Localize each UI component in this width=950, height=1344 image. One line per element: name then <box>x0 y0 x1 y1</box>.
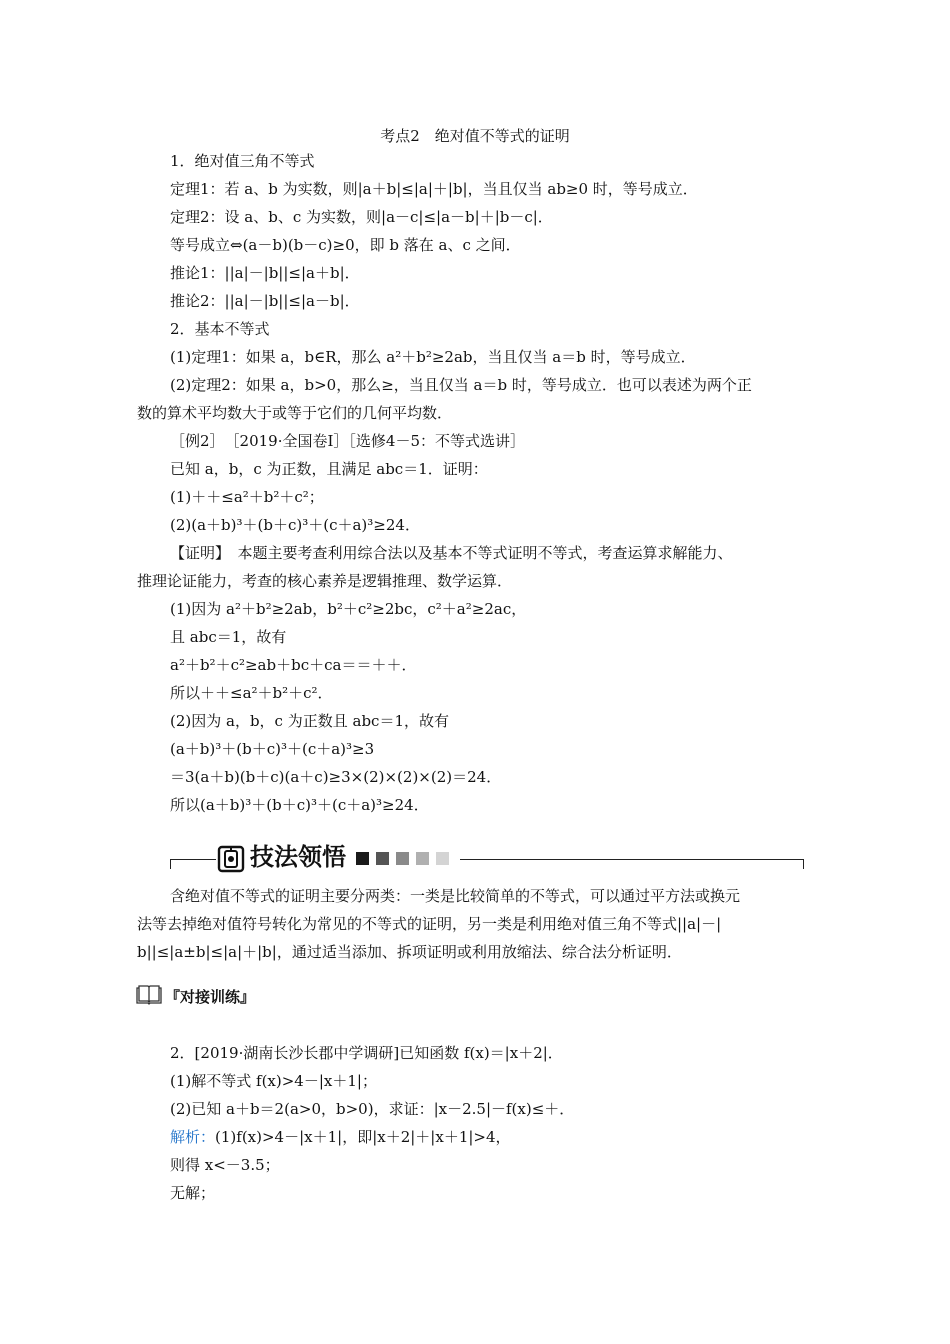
decor-square <box>396 852 409 865</box>
text-line: (1)定理1：如果 a，b∈R，那么 a²＋b²≥2ab，当且仅当 a＝b 时，等号成立． <box>170 348 696 366</box>
dice-icon <box>216 844 246 874</box>
skills-banner <box>170 838 805 878</box>
text-line: 所以＋＋≤a²＋b²＋c²． <box>170 684 333 702</box>
text-line: 2．基本不等式 <box>170 320 270 338</box>
text-line: 定理2：设 a、b、c 为实数，则|a－c|≤|a－b|＋|b－c|． <box>170 208 553 226</box>
answer-line: 则得 x<－3.5； <box>170 1156 280 1174</box>
text-line: (1)因为 a²＋b²≥2ab，b²＋c²≥2bc，c²＋a²≥2ac， <box>170 600 527 618</box>
answer-line <box>170 1127 511 1147</box>
training-heading: 『对接训练』 <box>165 988 256 1006</box>
answer-text: (1)f(x)>4－|x＋1|，即|x＋2|＋|x＋1|>4， <box>215 1128 511 1146</box>
decor-square <box>436 852 449 865</box>
text-line: (a＋b)³＋(b＋c)³＋(c＋a)³≥3 <box>170 740 375 758</box>
proof-line: 【证明】 本题主要考查利用综合法以及基本不等式证明不等式，考查运算求解能力、 <box>170 544 733 562</box>
text-line: (2)(a＋b)³＋(b＋c)³＋(c＋a)³≥24． <box>170 516 420 534</box>
text-line: ＝3(a＋b)(b＋c)(a＋c)≥3×(2)×(2)×(2)＝24． <box>170 768 502 786</box>
problem-line: 2．[2019·湖南长沙长郡中学调研]已知函数 f(x)＝|x＋2|． <box>170 1044 563 1062</box>
text-line: (2)定理2：如果 a，b>0，那么≥，当且仅当 a＝b 时，等号成立．也可以表述为两个正 <box>170 376 752 394</box>
text-line: 所以(a＋b)³＋(b＋c)³＋(c＋a)³≥24． <box>170 796 429 814</box>
skills-text: 含绝对值不等式的证明主要分两类：一类是比较简单的不等式，可以通过平方法或换元 <box>170 887 741 905</box>
text-line: 已知 a，b，c 为正数，且满足 abc＝1．证明： <box>170 460 488 478</box>
skills-text: 法等去掉绝对值符号转化为常见的不等式的证明，另一类是利用绝对值三角不等式||a|－| <box>137 915 722 933</box>
text-line: 推论2：||a|－|b||≤|a－b|． <box>170 292 360 310</box>
text-line: (1)＋＋≤a²＋b²＋c²； <box>170 488 324 506</box>
decor-square <box>416 852 429 865</box>
text-line: 1．绝对值三角不等式 <box>170 152 315 170</box>
text-line: 数的算术平均数大于或等于它们的几何平均数． <box>137 404 453 422</box>
example-header: ［例2］ ［2019·全国卷Ⅰ］［选修4－5：不等式选讲］ <box>170 432 525 450</box>
decor-square <box>376 852 389 865</box>
answer-line: 无解； <box>170 1184 216 1202</box>
text-line: 且 abc＝1，故有 <box>170 628 287 646</box>
text-line: 定理1：若 a、b 为实数，则|a＋b|≤|a|＋|b|，当且仅当 ab≥0 时，等号成立． <box>170 180 698 198</box>
text-line: a²＋b²＋c²≥ab＋bc＋ca＝＝＋＋． <box>170 656 417 674</box>
text-line: 推理论证能力，考查的核心素养是逻辑推理、数学运算． <box>137 572 513 590</box>
section-title: 考点2 绝对值不等式的证明 <box>380 127 570 145</box>
book-icon <box>136 985 162 1005</box>
skills-heading: 技法领悟 <box>250 843 346 871</box>
answer-label: 解析： <box>170 1128 216 1146</box>
problem-line: (2)已知 a＋b＝2(a>0，b>0)，求证：|x－2.5|－f(x)≤＋． <box>170 1100 575 1118</box>
problem-line: (1)解不等式 f(x)>4－|x＋1|； <box>170 1072 377 1090</box>
decor-square <box>356 852 369 865</box>
skills-text: b||≤|a±b|≤|a|＋|b|，通过适当添加、拆项证明或利用放缩法、综合法分析证明． <box>137 943 682 961</box>
text-line: 等号成立⇔(a－b)(b－c)≥0，即 b 落在 a、c 之间． <box>170 236 521 254</box>
text-line: (2)因为 a，b，c 为正数且 abc＝1，故有 <box>170 712 449 730</box>
text-line: 推论1：||a|－|b||≤|a＋b|． <box>170 264 360 282</box>
